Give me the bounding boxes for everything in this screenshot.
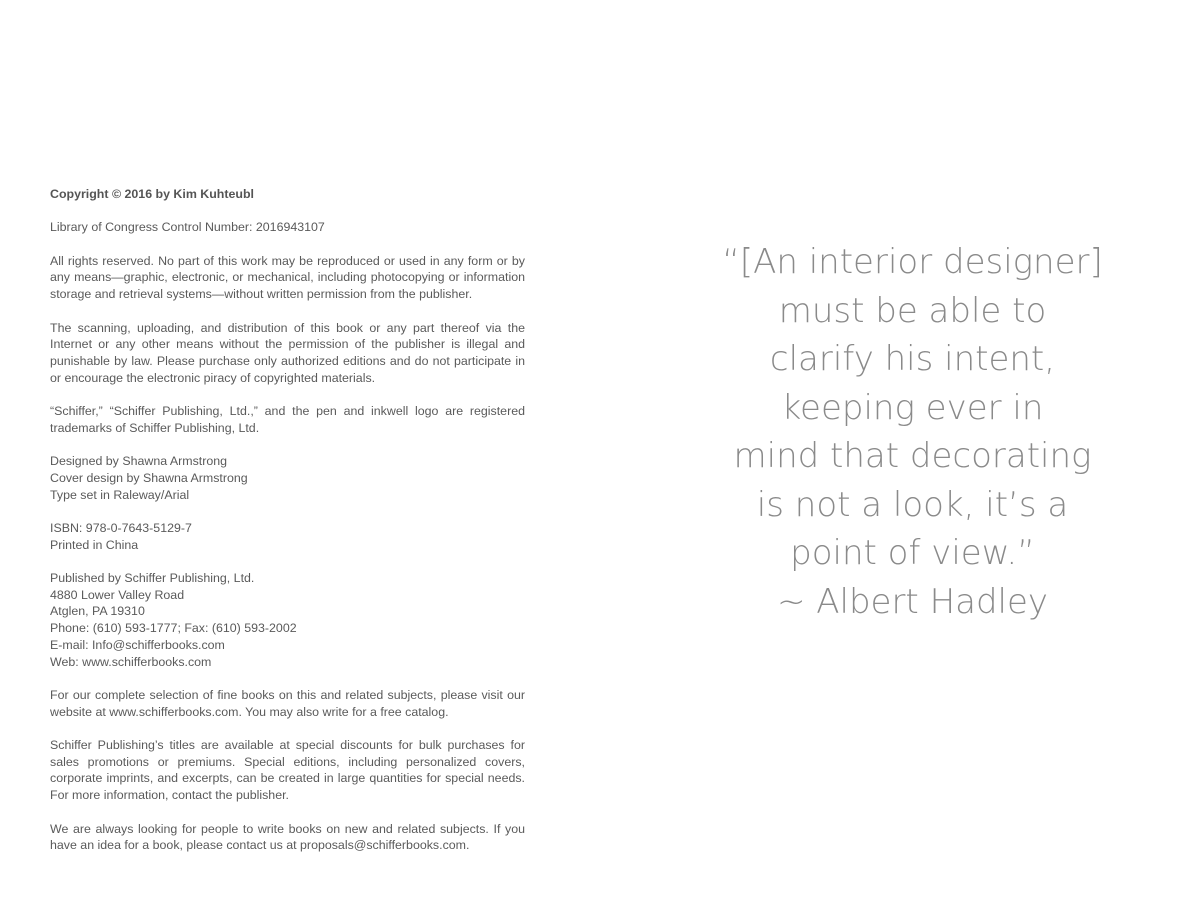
piracy-paragraph: The scanning, uploading, and distribution of this book or any part thereof via the Internet or any other means without the permission of the publisher is illegal and punishable by law. Please purchase only authorized editions and do not participate in or encourage the electronic piracy of copyrighted materials.	[50, 320, 525, 385]
publisher-phone: Phone: (610) 593-1777; Fax: (610) 593-2002	[50, 621, 297, 636]
credits-block	[50, 453, 525, 503]
publisher-city: Atglen, PA 19310	[50, 604, 145, 619]
isbn-block	[50, 520, 525, 553]
quote-line: point of view.”	[790, 533, 1035, 573]
publisher-web: Web: www.schifferbooks.com	[50, 654, 212, 669]
trademarks-paragraph: “Schiffer,” “Schiffer Publishing, Ltd.,” and the pen and inkwell logo are registered trademarks of Schiffer Publishing, Ltd.	[50, 404, 525, 435]
isbn-line: ISBN: 978-0-7643-5129-7	[50, 520, 192, 535]
printed-line: Printed in China	[50, 537, 139, 552]
lccn-line: Library of Congress Control Number: 2016943107	[50, 220, 325, 235]
discounts-paragraph: Schiffer Publishing’s titles are available at special discounts for bulk purchases for sales promotions or premiums. Special editions, including personalized covers, corporate imprints, and excerpts, can be created in large quantities for special needs. For more information, contact the publisher.	[50, 738, 525, 803]
quote-line: “[An interior designer]	[722, 242, 1103, 282]
copyright-line: Copyright © 2016 by Kim Kuhteubl	[50, 187, 254, 201]
authors-paragraph: We are always looking for people to write books on new and related subjects. If you have an idea for a book, please contact us at proposals@schifferbooks.com.	[50, 821, 525, 853]
quote-line: must be able to	[778, 290, 1047, 331]
quote-line: mind that decorating	[733, 436, 1092, 476]
quote-line: clarify his intent,	[769, 339, 1056, 379]
catalog-paragraph: For our complete selection of fine books on this and related subjects, please visit our website at www.schifferbooks.com. You may also write for a free catalog.	[50, 687, 525, 719]
publisher-block	[50, 570, 525, 670]
copyright-notice	[50, 186, 525, 203]
credit-typeset: Type set in Raleway/Arial	[50, 487, 190, 502]
quote-attribution: ~ Albert Hadley	[776, 581, 1049, 622]
quote-page	[700, 238, 1125, 626]
publisher-name: Published by Schiffer Publishing, Ltd.	[50, 571, 255, 586]
publisher-email: E-mail: Info@schifferbooks.com	[50, 637, 225, 652]
credit-cover: Cover design by Shawna Armstrong	[50, 470, 248, 485]
rights-paragraph: All rights reserved. No part of this work may be reproduced or used in any form or by any means—graphic, electronic, or mechanical, including photocopying or information storage and retrieval systems—without written permission from the publisher.	[50, 253, 525, 302]
credit-designer: Designed by Shawna Armstrong	[50, 454, 228, 469]
copyright-page	[50, 186, 525, 871]
publisher-street: 4880 Lower Valley Road	[50, 587, 185, 602]
quote-line: keeping ever in	[781, 387, 1044, 428]
quote-line: is not a look, it’s a	[756, 484, 1069, 525]
